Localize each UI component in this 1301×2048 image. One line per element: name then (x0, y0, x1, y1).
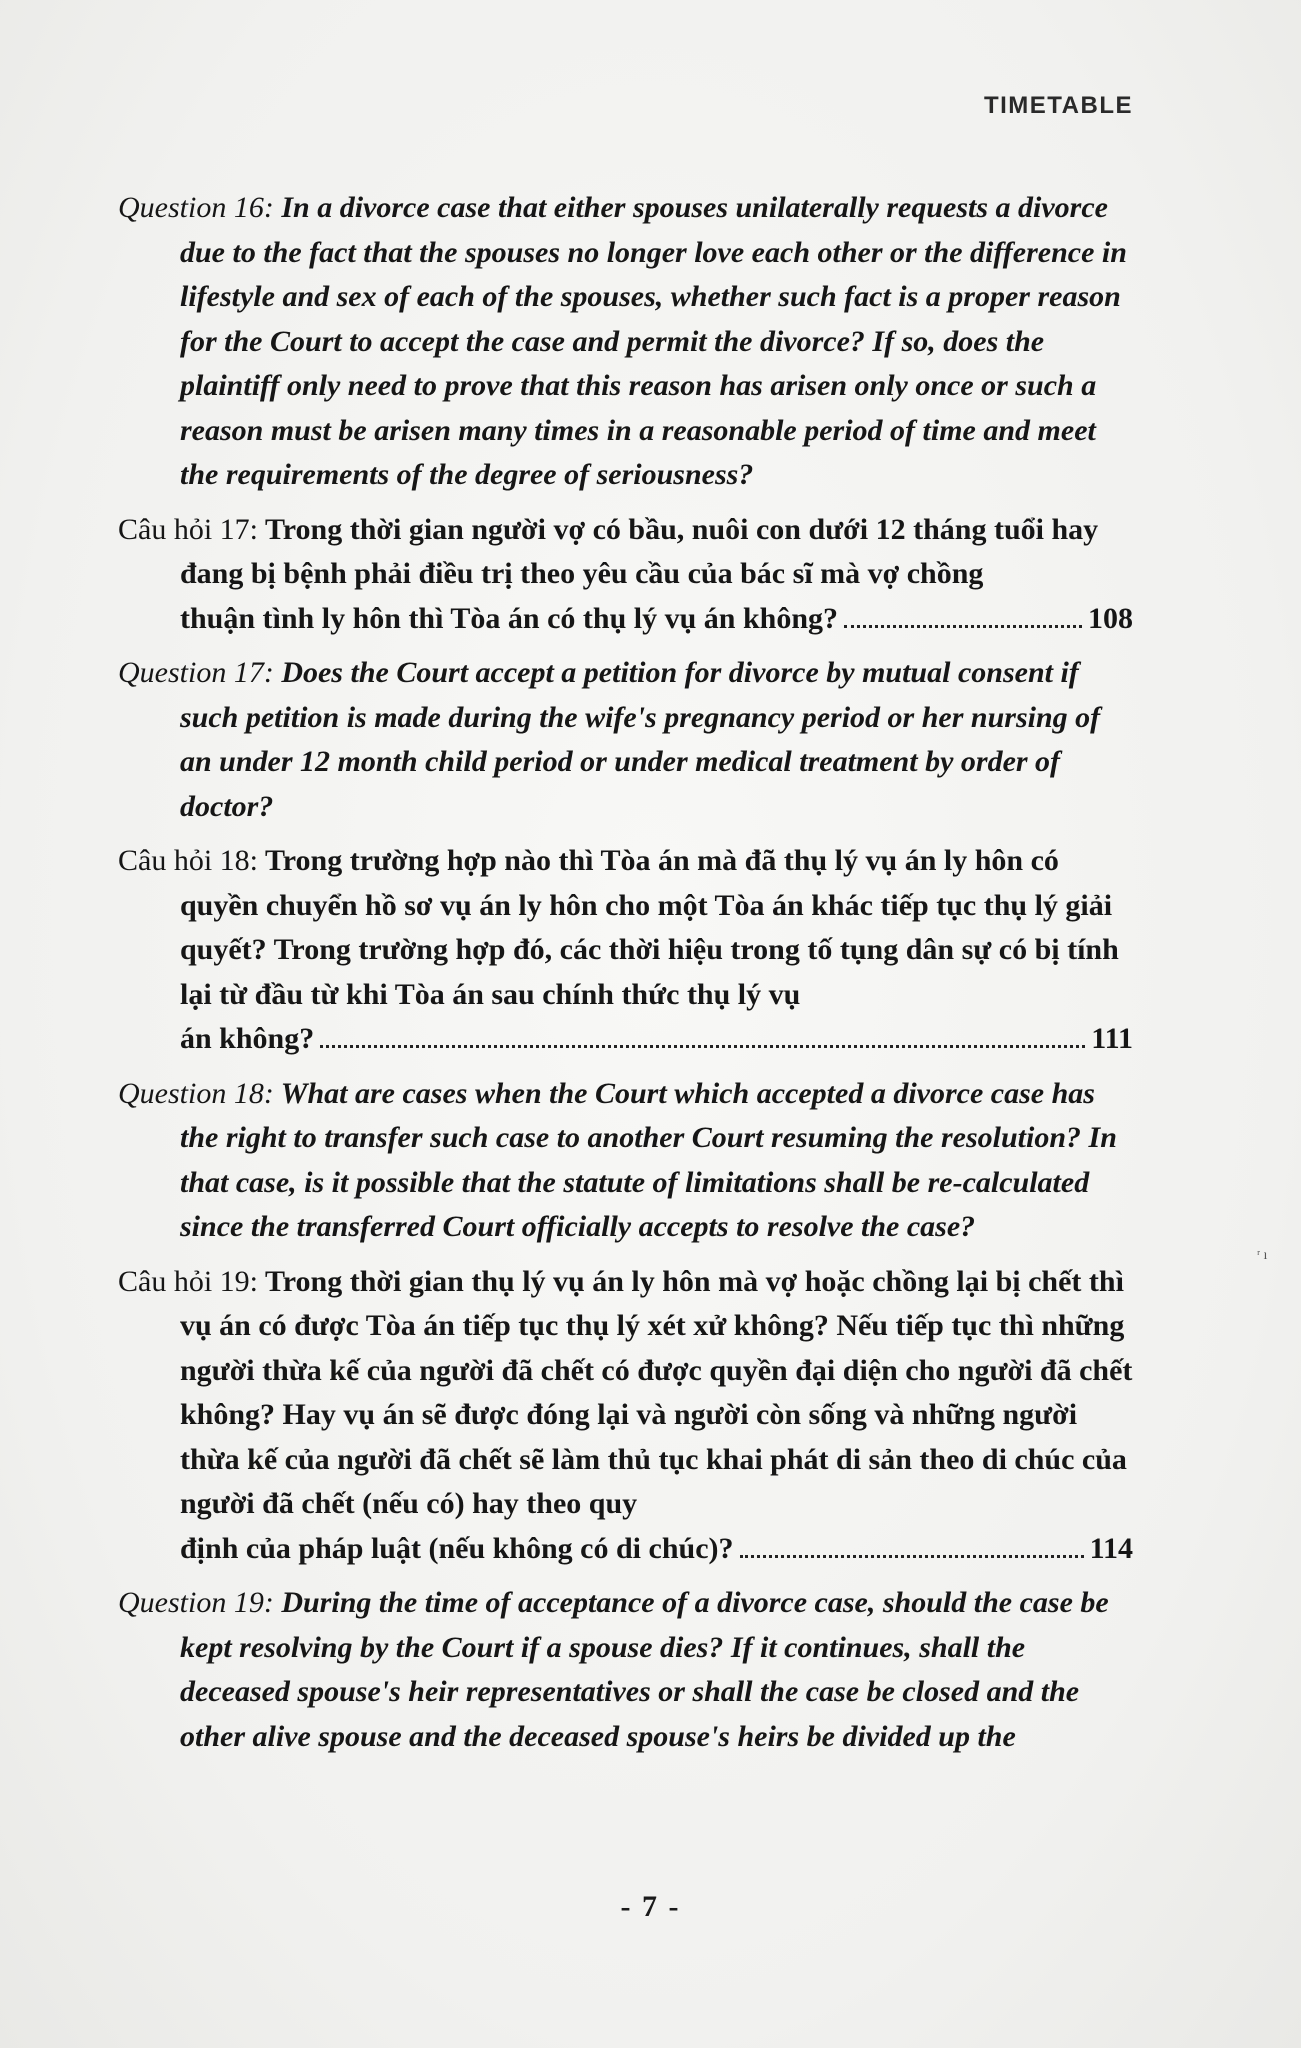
dot-leader (844, 625, 1082, 628)
entry-text-last: định của pháp luật (nếu không có di chúc)? (180, 1531, 734, 1565)
entry-text-last: thuận tình ly hôn thì Tòa án có thụ lý vụ án không? (180, 601, 839, 635)
entry-label: Question 16: (118, 191, 274, 224)
entry-text: Does the Court accept a petition for divorce by mutual consent if such petition is made during the wife's pregnancy period or her nursing of an under 12 month child period or under medical treatment by order of doctor? (180, 656, 1101, 823)
margin-mark: ʳ ı (1257, 1248, 1268, 1263)
dot-leader (320, 1045, 1085, 1048)
entry-label: Câu hỏi 19: (118, 1264, 258, 1298)
entry-page-number: 114 (1089, 1531, 1133, 1565)
entry-text: Trong trường hợp nào thì Tòa án mà đã thụ lý vụ án ly hôn có quyền chuyển hồ sơ vụ án ly hôn cho một Tòa án khác tiếp tục thụ lý giải quyết? Trong trường hợp đó, các thời hiệu trong tố tụng dân sự có bị tính lại từ đầu từ khi Tòa án sau chính thức thụ lý vụ (180, 844, 1119, 1011)
toc-entry-question-19 (118, 1581, 1133, 1759)
table-of-contents (118, 186, 1133, 1769)
entry-label: Câu hỏi 17: (118, 512, 258, 546)
toc-entry-question-16 (118, 186, 1133, 498)
running-header: TIMETABLE (983, 92, 1133, 119)
entry-page-number: 111 (1091, 1022, 1133, 1055)
entry-label: Câu hỏi 18: (118, 844, 258, 877)
toc-entry-question-17 (118, 651, 1133, 829)
page-number: - 7 - (620, 1890, 681, 1923)
entry-text: During the time of acceptance of a divorce case, should the case be kept resolving by the Court if a spouse dies? If it continues, shall the deceased spouse's heir representatives or shall the case be closed and the other alive spouse and the deceased spouse's heirs be divided up the (180, 1586, 1109, 1753)
toc-entry-cau-hoi-18 (118, 839, 1133, 1062)
entry-leader-line (180, 1017, 1133, 1062)
entry-leader-line (180, 1527, 1133, 1572)
toc-entry-question-18 (118, 1072, 1133, 1250)
entry-text: In a divorce case that either spouses unilaterally requests a divorce due to the fact that the spouses no longer love each other or the difference in lifestyle and sex of each of the spouses, whether such fact is a proper reason for the Court to accept the case and permit the divorce? If so, does the plaintiff only need to prove that this reason has arisen only once or such a reason must be arisen many times in a reasonable period of time and meet the requirements of the degree of seriousness? (180, 191, 1127, 491)
entry-text: Trong thời gian người vợ có bầu, nuôi con dưới 12 tháng tuổi hay đang bị bệnh phải điều trị theo yêu cầu của bác sĩ mà vợ chồng (180, 512, 1099, 590)
entry-label: Question 19: (118, 1586, 274, 1619)
toc-entry-cau-hoi-19 (118, 1260, 1133, 1572)
entry-leader-line (180, 597, 1133, 642)
toc-entry-cau-hoi-17 (118, 508, 1133, 642)
entry-page-number: 108 (1088, 601, 1133, 635)
entry-label: Question 17: (118, 656, 274, 689)
entry-text: What are cases when the Court which accepted a divorce case has the right to transfer such case to another Court resuming the resolution? In that case, is it possible that the statute of limitations shall be re-calculated since the transferred Court officially accepts to resolve the case? (180, 1076, 1117, 1243)
entry-label: Question 18: (118, 1076, 274, 1110)
dot-leader (740, 1555, 1084, 1558)
entry-text: Trong thời gian thụ lý vụ án ly hôn mà vợ hoặc chồng lại bị chết thì vụ án có được Tòa án tiếp tục thụ lý xét xử không? Nếu tiếp tục thì những người thừa kế của người đã chết có được quyền đại diện cho người đã chết không? Hay vụ án sẽ được đóng lại và người còn sống và những người thừa kế của người đã chết sẽ làm thủ tục khai phát di sản theo di chúc của người đã chết (nếu có) hay theo quy (180, 1264, 1133, 1520)
entry-text-last: án không? (180, 1022, 315, 1055)
